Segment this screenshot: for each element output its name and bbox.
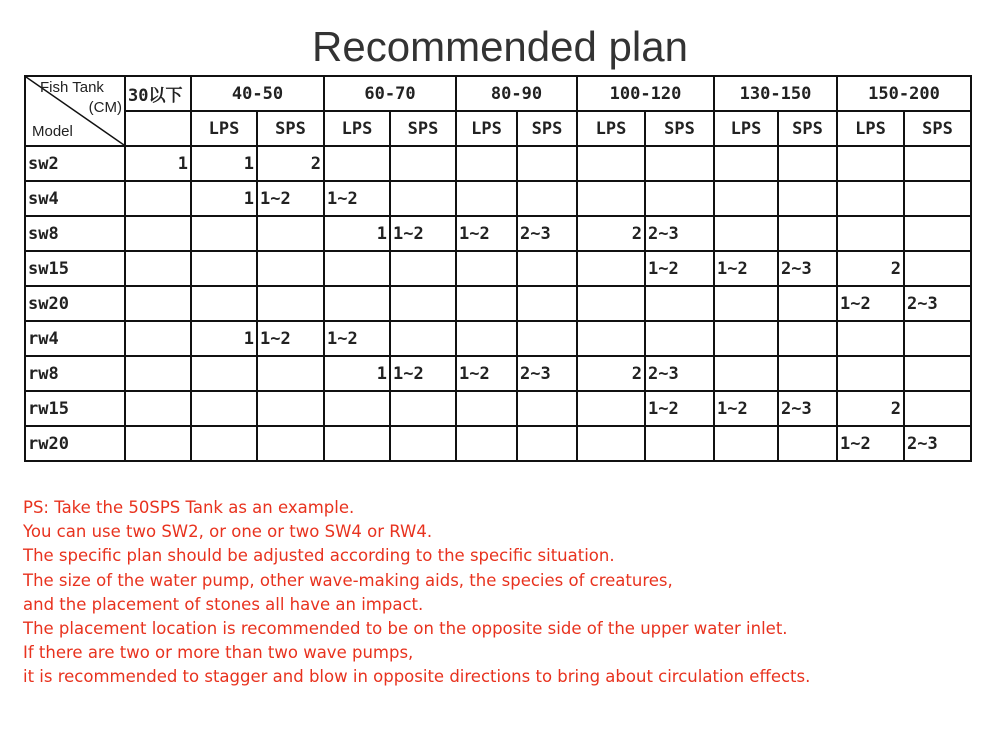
value-cell (517, 181, 577, 216)
size-header: 30以下 (125, 76, 191, 111)
value-cell: 1~2 (324, 321, 390, 356)
size-header: 80-90 (456, 76, 577, 111)
value-cell (778, 216, 837, 251)
value-cell (714, 181, 778, 216)
value-cell (125, 426, 191, 461)
value-cell (577, 391, 645, 426)
value-cell (778, 356, 837, 391)
size-header: 40-50 (191, 76, 324, 111)
value-cell: 1~2 (456, 356, 517, 391)
value-cell: 1~2 (257, 181, 324, 216)
value-cell (456, 286, 517, 321)
value-cell (837, 356, 904, 391)
note-line: and the placement of stones all have an impact. (23, 594, 424, 614)
value-cell (714, 216, 778, 251)
value-cell (837, 216, 904, 251)
value-cell (390, 321, 456, 356)
size-header: 150-200 (837, 76, 971, 111)
value-cell (257, 426, 324, 461)
size-header: 100-120 (577, 76, 714, 111)
type-header: LPS (324, 111, 390, 146)
value-cell (577, 426, 645, 461)
value-cell: 2 (257, 146, 324, 181)
value-cell (191, 356, 257, 391)
value-cell (517, 321, 577, 356)
value-cell (257, 391, 324, 426)
value-cell: 1~2 (837, 426, 904, 461)
value-cell (837, 181, 904, 216)
recommendation-table (24, 75, 972, 462)
value-cell (390, 391, 456, 426)
value-cell (904, 146, 971, 181)
value-cell: 1 (191, 146, 257, 181)
value-cell (324, 426, 390, 461)
type-header: SPS (645, 111, 714, 146)
page-title: Recommended plan (312, 23, 688, 70)
corner-header (25, 76, 125, 146)
value-cell (257, 216, 324, 251)
value-cell (324, 286, 390, 321)
value-cell: 1~2 (257, 321, 324, 356)
model-cell: sw8 (25, 216, 125, 251)
table-row (25, 216, 971, 251)
value-cell (125, 356, 191, 391)
value-cell: 1~2 (456, 216, 517, 251)
value-cell (904, 321, 971, 356)
type-header: LPS (577, 111, 645, 146)
value-cell (577, 286, 645, 321)
value-cell (456, 426, 517, 461)
table-row (25, 286, 971, 321)
table-row (25, 321, 971, 356)
value-cell (577, 321, 645, 356)
value-cell (390, 251, 456, 286)
value-cell (645, 286, 714, 321)
value-cell (837, 321, 904, 356)
value-cell (837, 146, 904, 181)
value-cell (324, 146, 390, 181)
value-cell (257, 356, 324, 391)
value-cell (456, 181, 517, 216)
value-cell (778, 286, 837, 321)
type-header: LPS (714, 111, 778, 146)
value-cell (714, 146, 778, 181)
value-cell (191, 286, 257, 321)
value-cell (714, 356, 778, 391)
table-row (25, 251, 971, 286)
type-header: SPS (257, 111, 324, 146)
unit-label: (CM) (88, 99, 122, 116)
model-cell: sw15 (25, 251, 125, 286)
model-cell: sw4 (25, 181, 125, 216)
value-cell: 1~2 (390, 356, 456, 391)
value-cell: 1~2 (837, 286, 904, 321)
value-cell (904, 251, 971, 286)
type-header: LPS (191, 111, 257, 146)
value-cell (714, 321, 778, 356)
value-cell: 1 (125, 146, 191, 181)
table-row (25, 146, 971, 181)
table-row (25, 181, 971, 216)
value-cell (125, 321, 191, 356)
note-line: The placement location is recommended to be on the opposite side of the upper water inlet. (23, 619, 788, 639)
value-cell (390, 181, 456, 216)
value-cell (904, 181, 971, 216)
value-cell (125, 251, 191, 286)
value-cell (714, 426, 778, 461)
value-cell: 2~3 (904, 286, 971, 321)
value-cell (191, 216, 257, 251)
type-header-empty (125, 111, 191, 146)
value-cell (390, 426, 456, 461)
value-cell (324, 391, 390, 426)
type-header: SPS (778, 111, 837, 146)
value-cell (390, 286, 456, 321)
size-header: 60-70 (324, 76, 456, 111)
value-cell (714, 286, 778, 321)
value-cell (191, 426, 257, 461)
table-body (25, 146, 971, 461)
size-header: 130-150 (714, 76, 837, 111)
value-cell (645, 426, 714, 461)
value-cell (456, 321, 517, 356)
value-cell: 1~2 (324, 181, 390, 216)
value-cell (125, 286, 191, 321)
value-cell (778, 321, 837, 356)
note-line: You can use two SW2, or one or two SW4 or RW4. (23, 522, 433, 542)
notes-list (23, 496, 810, 690)
value-cell: 1 (324, 216, 390, 251)
value-cell: 2~3 (517, 356, 577, 391)
value-cell (577, 146, 645, 181)
value-cell (257, 251, 324, 286)
value-cell: 2~3 (904, 426, 971, 461)
type-header: SPS (517, 111, 577, 146)
value-cell: 2 (577, 216, 645, 251)
type-header: LPS (837, 111, 904, 146)
note-line: it is recommended to stagger and blow in opposite directions to bring about circulation effects. (23, 667, 811, 687)
value-cell: 1~2 (714, 251, 778, 286)
value-cell (456, 251, 517, 286)
table-row (25, 391, 971, 426)
value-cell: 2~3 (645, 216, 714, 251)
table-row (25, 426, 971, 461)
note-line: PS: Take the 50SPS Tank as an example. (23, 498, 355, 517)
value-cell: 2~3 (645, 356, 714, 391)
value-cell (778, 146, 837, 181)
value-cell (324, 251, 390, 286)
value-cell (517, 146, 577, 181)
value-cell (456, 391, 517, 426)
model-cell: rw15 (25, 391, 125, 426)
value-cell (577, 181, 645, 216)
value-cell (904, 391, 971, 426)
value-cell: 2~3 (517, 216, 577, 251)
note-line: The size of the water pump, other wave-making aids, the species of creatures, (23, 570, 673, 590)
value-cell: 1~2 (645, 391, 714, 426)
value-cell (517, 286, 577, 321)
value-cell (517, 391, 577, 426)
value-cell (645, 146, 714, 181)
value-cell: 1 (191, 321, 257, 356)
value-cell: 2 (837, 391, 904, 426)
value-cell: 2~3 (778, 251, 837, 286)
type-header: SPS (904, 111, 971, 146)
value-cell: 1 (324, 356, 390, 391)
value-cell: 1~2 (390, 216, 456, 251)
model-cell: sw20 (25, 286, 125, 321)
type-header: SPS (390, 111, 456, 146)
value-cell (257, 286, 324, 321)
value-cell: 2~3 (778, 391, 837, 426)
table-row (25, 356, 971, 391)
value-cell: 1 (191, 181, 257, 216)
value-cell: 1~2 (714, 391, 778, 426)
value-cell (125, 216, 191, 251)
model-cell: rw20 (25, 426, 125, 461)
value-cell (778, 426, 837, 461)
value-cell (456, 146, 517, 181)
model-label: Model (32, 123, 73, 140)
value-cell (645, 321, 714, 356)
value-cell (390, 146, 456, 181)
value-cell (645, 181, 714, 216)
value-cell: 2 (837, 251, 904, 286)
note-line: If there are two or more than two wave pumps, (23, 643, 414, 663)
value-cell: 2 (577, 356, 645, 391)
header-row-types (25, 111, 971, 146)
value-cell (125, 181, 191, 216)
value-cell (904, 216, 971, 251)
note-line: The specific plan should be adjusted according to the specific situation. (23, 546, 615, 566)
value-cell (904, 356, 971, 391)
type-header: LPS (456, 111, 517, 146)
value-cell (517, 426, 577, 461)
fish-tank-label: Fish Tank (40, 79, 104, 96)
header-row-sizes (25, 76, 971, 111)
value-cell (191, 251, 257, 286)
model-cell: rw4 (25, 321, 125, 356)
value-cell (778, 181, 837, 216)
value-cell (577, 251, 645, 286)
value-cell (191, 391, 257, 426)
value-cell: 1~2 (645, 251, 714, 286)
model-cell: rw8 (25, 356, 125, 391)
model-cell: sw2 (25, 146, 125, 181)
value-cell (517, 251, 577, 286)
value-cell (125, 391, 191, 426)
